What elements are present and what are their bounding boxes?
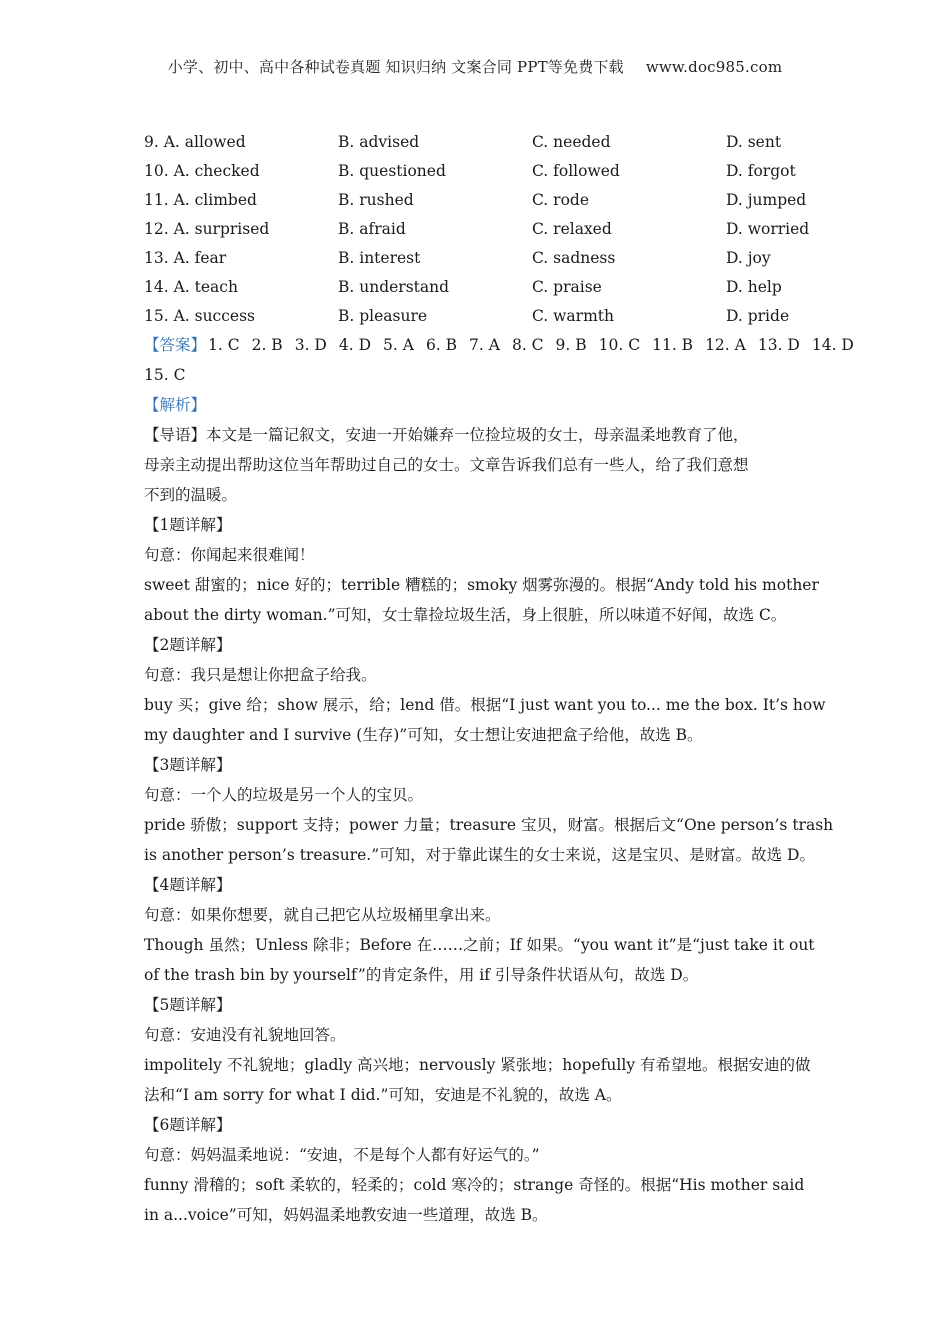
detail-line: my daughter and I survive (生存)”可知，女士想让安迪把盒子给他，故选 B。 (144, 726, 703, 744)
detail-title: 【5题详解】 (144, 996, 232, 1014)
option-b: B. advised (338, 132, 420, 151)
option-d: D. forgot (726, 161, 796, 180)
answer-item: 6. B (425, 336, 458, 354)
option-c: C. rode (532, 190, 589, 209)
detail-title: 【6题详解】 (144, 1116, 232, 1134)
option-a: 15. A. success (144, 306, 256, 325)
detail-section (144, 870, 816, 990)
option-a: 9. A. allowed (144, 132, 246, 151)
detail-line: of the trash bin by yourself”的肯定条件，用 if 引导条件状语从句，故选 D。 (144, 966, 699, 984)
option-b: B. afraid (338, 219, 406, 238)
option-row (144, 127, 816, 156)
intro-line: 【导语】本文是一篇记叙文，安迪一开始嫌弃一位捡垃圾的女士，母亲温柔地教育了他， (144, 426, 749, 444)
detail-line: 句意：我只是想让你把盒子给我。 (144, 666, 377, 684)
option-row (144, 301, 816, 330)
answer-item: 8. C (511, 336, 544, 354)
option-row (144, 185, 816, 214)
answer-line (144, 330, 854, 360)
detail-section (144, 510, 819, 630)
option-c: C. followed (532, 161, 620, 180)
detail-line: Though 虽然；Unless 除非；Before 在……之前；If 如果。“you want it”是“just take it out (144, 936, 815, 954)
answer-item: 9. B (555, 336, 587, 354)
detail-line: 句意：妈妈温柔地说：“安迪，不是每个人都有好运气的。” (144, 1146, 540, 1164)
option-b: B. rushed (338, 190, 414, 209)
detail-title: 【3题详解】 (144, 756, 232, 774)
option-b: B. pleasure (338, 306, 428, 325)
option-c: C. needed (532, 132, 611, 151)
intro-line: 母亲主动提出帮助这位当年帮助过自己的女士。文章告诉我们总有一些人，给了我们意想 (144, 456, 749, 474)
option-c: C. sadness (532, 248, 616, 267)
answer-item: 3. D (294, 336, 327, 354)
option-a: 10. A. checked (144, 161, 260, 180)
option-b: B. questioned (338, 161, 446, 180)
header-site: www.doc985.com (645, 58, 783, 76)
detail-line: is another person’s treasure.”可知，对于靠此谋生的女士来说，这是宝贝、是财富。故选 D。 (144, 846, 815, 864)
option-d: D. pride (726, 306, 790, 325)
option-row (144, 243, 816, 272)
option-d: D. joy (726, 248, 771, 267)
answer-item: 4. D (338, 336, 372, 354)
answer-item: 14. D (811, 336, 854, 354)
detail-line: 句意：安迪没有礼貌地回答。 (144, 1026, 346, 1044)
answer-item: 13. D (757, 336, 800, 354)
detail-line: 句意：如果你想要，就自己把它从垃圾桶里拿出来。 (144, 906, 501, 924)
option-row (144, 214, 816, 243)
detail-line: 句意：一个人的垃圾是另一个人的宝贝。 (144, 786, 424, 804)
option-d: D. jumped (726, 190, 807, 209)
detail-line: funny 滑稽的；soft 柔软的，轻柔的；cold 寒冷的；strange 奇怪的。根据“His mother said (144, 1176, 805, 1194)
detail-line: impolitely 不礼貌地；gladly 高兴地；nervously 紧张地；hopefully 有希望地。根据安迪的做 (144, 1056, 811, 1074)
detail-line: about the dirty woman.”可知，女士靠捡垃圾生活，身上很脏，所以味道不好闻，故选 C。 (144, 606, 787, 624)
option-a: 14. A. teach (144, 277, 238, 296)
answer-item: 12. A (705, 336, 746, 354)
option-c: C. praise (532, 277, 602, 296)
detail-line: in a...voice”可知，妈妈温柔地教安迪一些道理，故选 B。 (144, 1206, 548, 1224)
option-d: D. worried (726, 219, 810, 238)
detail-line: 句意：你闻起来很难闻！ (144, 546, 315, 564)
analysis-label: 【解析】 (144, 396, 207, 414)
option-c: C. relaxed (532, 219, 612, 238)
intro-line: 不到的温暖。 (144, 486, 238, 504)
answer-item: 10. C (598, 336, 641, 354)
answer-item: 7. A (469, 336, 500, 354)
answer-item: 5. A (383, 336, 414, 354)
answer-item: 2. B (251, 336, 283, 354)
answer-item: 1. C (208, 336, 240, 354)
detail-section (144, 990, 816, 1110)
header-text: 小学、初中、高中各种试卷真题 知识归纳 文案合同 PPT等免费下载 (167, 58, 624, 76)
option-row (144, 272, 816, 301)
answer-item: 11. B (652, 336, 694, 354)
option-d: D. sent (726, 132, 782, 151)
detail-title: 【1题详解】 (144, 516, 232, 534)
page-header (0, 56, 950, 77)
option-b: B. understand (338, 277, 450, 296)
answer-last: 15. C (144, 366, 186, 384)
detail-title: 【2题详解】 (144, 636, 232, 654)
option-a: 12. A. surprised (144, 219, 270, 238)
option-b: B. interest (338, 248, 421, 267)
option-a: 11. A. climbed (144, 190, 257, 209)
answer-label: 【答案】 (144, 336, 207, 354)
option-row (144, 156, 816, 185)
detail-section (144, 630, 826, 750)
detail-line: buy 买；give 给；show 展示，给；lend 借。根据“I just want you to... me the box. It’s how (144, 696, 826, 714)
detail-section (144, 750, 834, 870)
document-body (144, 127, 854, 1230)
options-table (144, 127, 816, 330)
detail-line: pride 骄傲；support 支持；power 力量；treasure 宝贝，财富。根据后文“One person’s trash (144, 816, 834, 834)
detail-title: 【4题详解】 (144, 876, 232, 894)
detail-section (144, 1110, 816, 1230)
detail-line: sweet 甜蜜的；nice 好的；terrible 糟糕的；smoky 烟雾弥漫的。根据“Andy told his mother (144, 576, 819, 594)
option-c: C. warmth (532, 306, 614, 325)
option-a: 13. A. fear (144, 248, 227, 267)
detail-line: 法和“I am sorry for what I did.”可知，安迪是不礼貌的，故选 A。 (144, 1086, 622, 1104)
option-d: D. help (726, 277, 782, 296)
